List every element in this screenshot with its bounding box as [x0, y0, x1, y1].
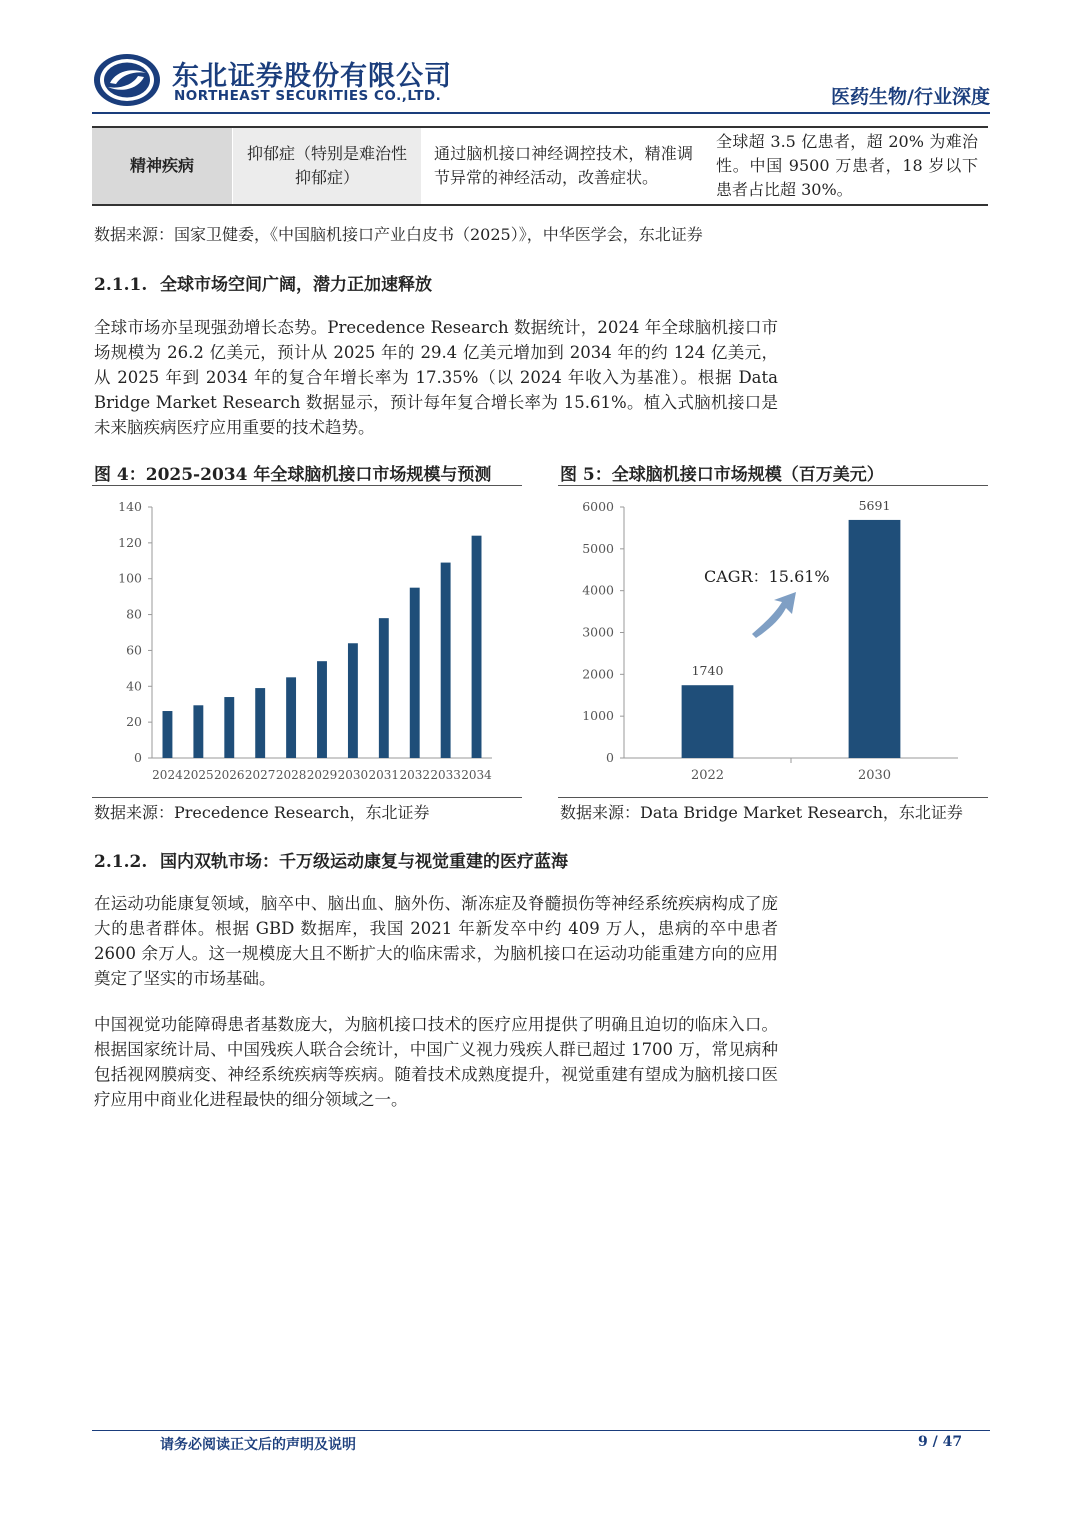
bar-2027	[255, 688, 265, 758]
y-tick-label: 140	[118, 499, 142, 514]
bar-2030	[849, 520, 901, 758]
bar-2025	[193, 705, 203, 758]
figure5-top-rule	[558, 485, 988, 486]
header-divider	[92, 112, 990, 114]
y-tick-label: 0	[134, 750, 142, 765]
y-tick-label: 5000	[582, 540, 614, 556]
y-tick-label: 1000	[582, 708, 614, 724]
company-name-en: NORTHEAST SECURITIES CO.,LTD.	[174, 88, 442, 104]
x-tick-label: 2024	[152, 768, 183, 782]
growth-arrow-icon	[752, 592, 796, 638]
y-tick-label: 4000	[582, 582, 614, 598]
figure5-bottom-rule	[558, 797, 988, 798]
footer-disclaimer: 请务必阅读正文后的声明及说明	[160, 1437, 356, 1453]
disease-table	[92, 126, 988, 206]
bar-2032	[410, 588, 420, 758]
x-tick-label: 2028	[275, 768, 307, 782]
section-title: 国内双轨市场：千万级运动康复与视觉重建的医疗蓝海	[160, 852, 568, 872]
footer-divider	[92, 1430, 990, 1431]
table-cell-disease: 抑郁症（特别是难治性抑郁症）	[233, 128, 422, 204]
figure4-bottom-rule	[92, 797, 522, 798]
company-name-cn: 东北证券股份有限公司	[172, 61, 452, 92]
body-paragraph: 在运动功能康复领域，脑卒中、脑出血、脑外伤、渐冻症及脊髓损伤等神经系统疾病构成了庞大的患者群体。根据 GBD 数据库，我国 2021 年新发卒中约 409 万人，患病的卒中患者 2600 余万人。这一规模庞大且不断扩大的临床需求，为脑机接口在运动功能重建方向的应用奠定了坚实的市场基础。	[94, 894, 778, 988]
x-tick-label: 2026	[213, 768, 245, 782]
body-paragraph: 中国视觉功能障碍患者基数庞大，为脑机接口技术的医疗应用提供了明确且迫切的临床入口。根据国家统计局、中国残疾人联合会统计，中国广义视力残疾人群已超过 1700 万，常见病种包括视网膜病变、神经系统疾病等疾病。随着技术成熟度提升，视觉重建有望成为脑机接口医疗应用中商业化进程最快的细分领域之一。	[94, 1015, 778, 1109]
figure5-chart	[558, 492, 988, 792]
x-tick-label: 2025	[183, 768, 214, 782]
report-section-tag: 医药生物/行业深度	[831, 86, 990, 108]
data-label: 1740	[691, 663, 724, 679]
table-cell-stats: 全球超 3.5 亿患者，超 20% 为难治性。中国 9500 万患者，18 岁以下患者占比超 30%。	[716, 132, 978, 199]
x-tick-label: 2022	[690, 768, 725, 783]
y-tick-label: 40	[126, 678, 142, 694]
figure4-title: 图 4：2025-2034 年全球脑机接口市场规模与预测	[94, 465, 492, 485]
data-label: 5691	[858, 497, 891, 513]
x-tick-label: 2033	[430, 768, 461, 782]
section-heading-2-1-2	[94, 847, 568, 872]
figure5-title: 图 5：全球脑机接口市场规模（百万美元）	[560, 465, 884, 485]
table-source: 数据来源：国家卫健委，《中国脑机接口产业白皮书（2025）》，中华医学会，东北证券	[94, 225, 703, 244]
y-tick-label: 3000	[582, 624, 614, 640]
bar-2022	[682, 685, 734, 758]
bar-2030	[348, 643, 358, 758]
bar-2029	[317, 661, 327, 758]
x-tick-label: 2031	[368, 768, 400, 782]
bar-2033	[441, 563, 451, 758]
company-logo-icon	[92, 52, 162, 108]
table-cell-approach: 通过脑机接口神经调控技术，精准调节异常的神经活动，改善症状。	[422, 128, 706, 204]
x-tick-label: 2029	[306, 768, 338, 782]
section-number: 2.1.1.	[94, 275, 148, 295]
x-tick-label: 2032	[399, 768, 431, 782]
x-tick-label: 2030	[337, 768, 369, 782]
y-tick-label: 80	[126, 606, 142, 622]
section-title: 全球市场空间广阔，潜力正加速释放	[160, 275, 432, 295]
y-tick-label: 2000	[582, 666, 614, 682]
y-tick-label: 0	[606, 750, 614, 765]
y-tick-label: 120	[118, 534, 142, 550]
cagr-annotation: CAGR：15.61%	[704, 567, 830, 586]
bar-2031	[379, 618, 389, 758]
table-cell-category: 精神疾病	[92, 128, 233, 204]
bar-2026	[224, 697, 234, 758]
figure4-source: 数据来源：Precedence Research，东北证券	[94, 803, 430, 822]
figure4-top-rule	[92, 485, 522, 486]
y-tick-label: 60	[126, 642, 142, 658]
bar-2034	[472, 536, 482, 758]
y-tick-label: 6000	[582, 499, 614, 514]
page-number: 9 / 47	[918, 1434, 963, 1450]
bar-2024	[163, 711, 173, 758]
figure4-chart	[92, 492, 522, 792]
y-tick-label: 20	[126, 714, 142, 730]
section-heading-2-1-1	[94, 270, 432, 295]
x-tick-label: 2030	[857, 768, 892, 783]
y-tick-label: 100	[118, 570, 142, 586]
x-tick-label: 2034	[461, 768, 492, 782]
page-header	[92, 48, 990, 112]
figure5-source: 数据来源：Data Bridge Market Research，东北证券	[560, 803, 963, 822]
bar-2028	[286, 677, 296, 758]
x-tick-label: 2027	[244, 768, 276, 782]
table-row	[92, 128, 988, 204]
body-paragraph: 全球市场亦呈现强劲增长态势。Precedence Research 数据统计，2024 年全球脑机接口市场规模为 26.2 亿美元，预计从 2025 年的 29.4 亿美元增加到 2034 年的约 124 亿美元，从 2025 年到 2034 年的复合年增长率为 17.35%（以 2024 年收入为基准）。根据 Data Bridge Market Research 数据显示，预计每年复合增长率为 15.61%。植入式脑机接口是未来脑疾病医疗应用重要的技术趋势。	[94, 318, 778, 437]
section-number: 2.1.2.	[94, 852, 148, 872]
